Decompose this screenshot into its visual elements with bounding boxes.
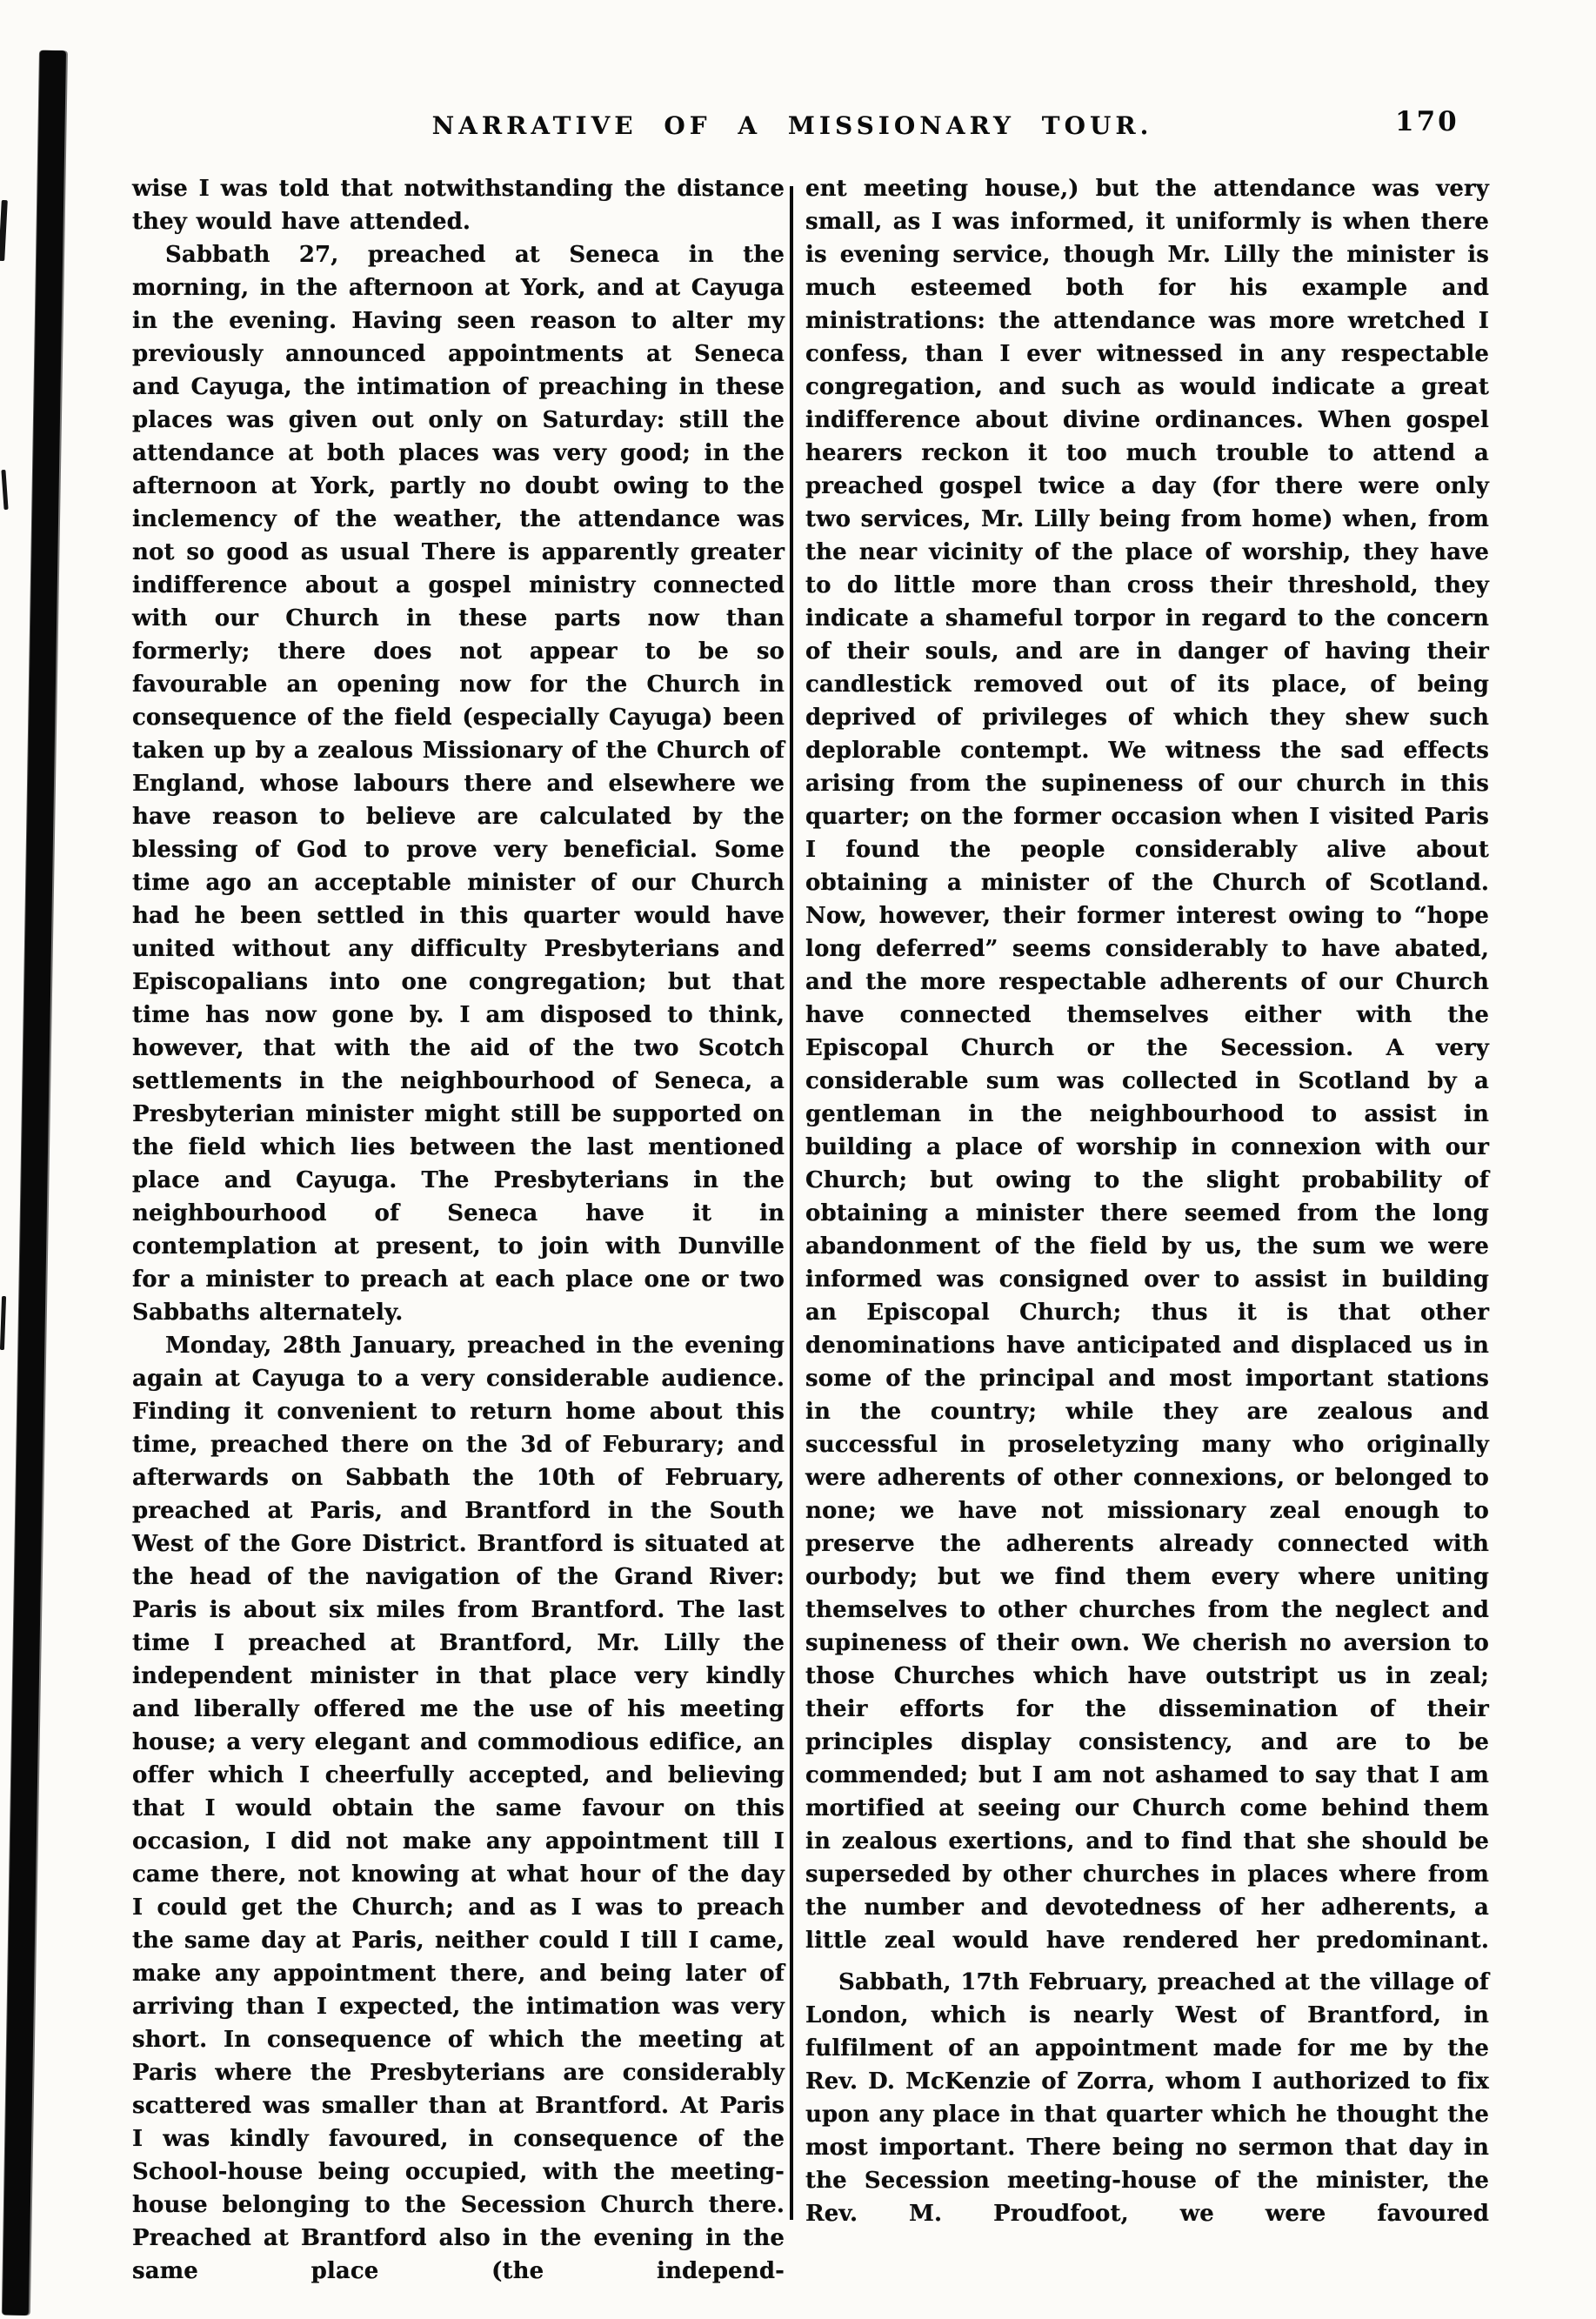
ink-speck: [0, 200, 8, 261]
paragraph-monday-28th: Monday, 28th January, preached in the evening again at Cayuga to a very considerable audience. Finding it convenient to return home about this time, preached there on the 3d of Feburary; and afterwards on Sabbath the 10th of February, preached at Paris, and Brantford in the South West of the Gore District. Brantford is situated at the head of the navigation of the Grand River: Paris is about six miles from Brantford. The last time I preached at Brantford, Mr. Lilly the independent minister in that place very kindly and liberally offered me the use of his meeting house; a very elegant and commodious edifice, an offer which I cheerfully accepted, and believing that I would obtain the same favour on this occasion, I did not make any appointment till I came there, not knowing at what hour of the day I could get the Church; and as I was to preach the same day at Paris, neither could I till I came, make any appointment there, and being later of arriving than I expected, the intimation was very short. In consequence of which the meeting at Paris where the Presbyterians are considerably scattered was smaller than at Brantford. At Paris I was kindly favoured, in consequence of the School-house being occupied, with the meeting-house belonging to the Secession Church there. Preached at Brantford also in the evening in the same place (the independ-: [132, 1333, 785, 2284]
paragraph-continuation: wise I was told that notwithstanding the distance they would have attended.: [132, 176, 785, 235]
paragraph-sabbath-17th: Sabbath, 17th February, preached at the village of London, which is nearly West of Brantford, in fulfilment of an appointment made for me by the Rev. D. McKenzie of Zorra, whom I authorized to fix upon any place in that quarter which he thought the most important. There being no sermon that day in the Secession meeting-house of the minister, the Rev. M. Proudfoot, we were favoured: [805, 1969, 1489, 2227]
binding-shadow-bar: [3, 50, 66, 2316]
right-text-column: [805, 172, 1489, 2235]
column-divider-rule: [790, 186, 793, 2220]
ink-speck: [0, 1296, 6, 1350]
running-header-title: NARRATIVE OF A MISSIONARY TOUR.: [431, 111, 1153, 140]
ink-speck: [1, 470, 8, 510]
page-number: 170: [1395, 106, 1459, 137]
paragraph-continuation: ent meeting house,) but the attendance was very small, as I was informed, it uniformly is when there is evening service, though Mr. Lilly the minister is much esteemed both for his example and ministrations: the attendance was more wretched I confess, than I ever witnessed in any respectable congregation, and such as would indicate a great indifference about divine ordinances. When gospel hearers reckon it too much trouble to attend a preached gospel twice a day (for there were only two services, Mr. Lilly being from home) when, from the near vicinity of the place of worship, they have to do little more than cross their threshold, they indicate a shameful torpor in regard to the concern of their souls, and are in danger of having their candlestick removed out of its place, of being deprived of privileges of which they shew such deplorable contempt. We witness the sad effects arising from the supineness of our church in this quarter; on the former occasion when I visited Paris I found the people considerably alive about obtaining a minister of the Church of Scotland. Now, however, their former interest owing to “hope long deferred” seems considerably to have abated, and the more respectable adherents of our Church have connected themselves either with the Episcopal Church or the Secession. A very considerable sum was collected in Scotland by a gentleman in the neighbourhood to assist in building a place of worship in connexion with our Church; but owing to the slight probability of obtaining a minister there seemed from the long abandonment of the field by us, the sum we were informed was consigned over to assist in building an Episcopal Church; thus it is that other denominations have anticipated and displaced us in some of the principal and most important stations in the country; while they are zealous and successful in proseletyzing many who originally were adherents of other connexions, or belonged to none; we have not missionary zeal enough to preserve the adherents already connected with ourbody; but we find them every where uniting themselves to other churches from the neglect and supineness of their own. We cherish no aversion to those Churches which have outstript us in zeal; their efforts for the dissemination of their principles display consistency, and are to be commended; but I am not ashamed to say that I am mortified at seeing our Church come behind them in zealous exertions, and to find that she should be superseded by other churches in places where from the number and devotedness of her adherents, a little zeal would have rendered her predominant.: [805, 176, 1489, 1954]
paragraph-sabbath-27: Sabbath 27, preached at Seneca in the morning, in the afternoon at York, and at Cayuga in the evening. Having seen reason to alter my previously announced appointments at Seneca and Cayuga, the intimation of preaching in these places was given out only on Saturday: still the attendance at both places was very good; in the afternoon at York, partly no doubt owing to the inclemency of the weather, the attendance was not so good as usual There is apparently greater indifference about a gospel ministry connected with our Church in these parts now than formerly; there does not appear to be so favourable an opening now for the Church in consequence of the field (especially Cayuga) been taken up by a zealous Missionary of the Church of England, whose labours there and elsewhere we have reason to believe are calculated by the blessing of God to prove very beneficial. Some time ago an acceptable minister of our Church had he been settled in this quarter would have united without any difficulty Presbyterians and Episcopalians into one congregation; but that time has now gone by. I am disposed to think, however, that with the aid of the two Scotch settlements in the neighbourhood of Seneca, a Presbyterian minister might still be supported on the field which lies between the last mentioned place and Cayuga. The Presbyterians in the neighbourhood of Seneca have it in contemplation at present, to join with Dunville for a minister to preach at each place one or two Sabbaths alternately.: [132, 242, 785, 1326]
left-text-column: [132, 172, 785, 2284]
